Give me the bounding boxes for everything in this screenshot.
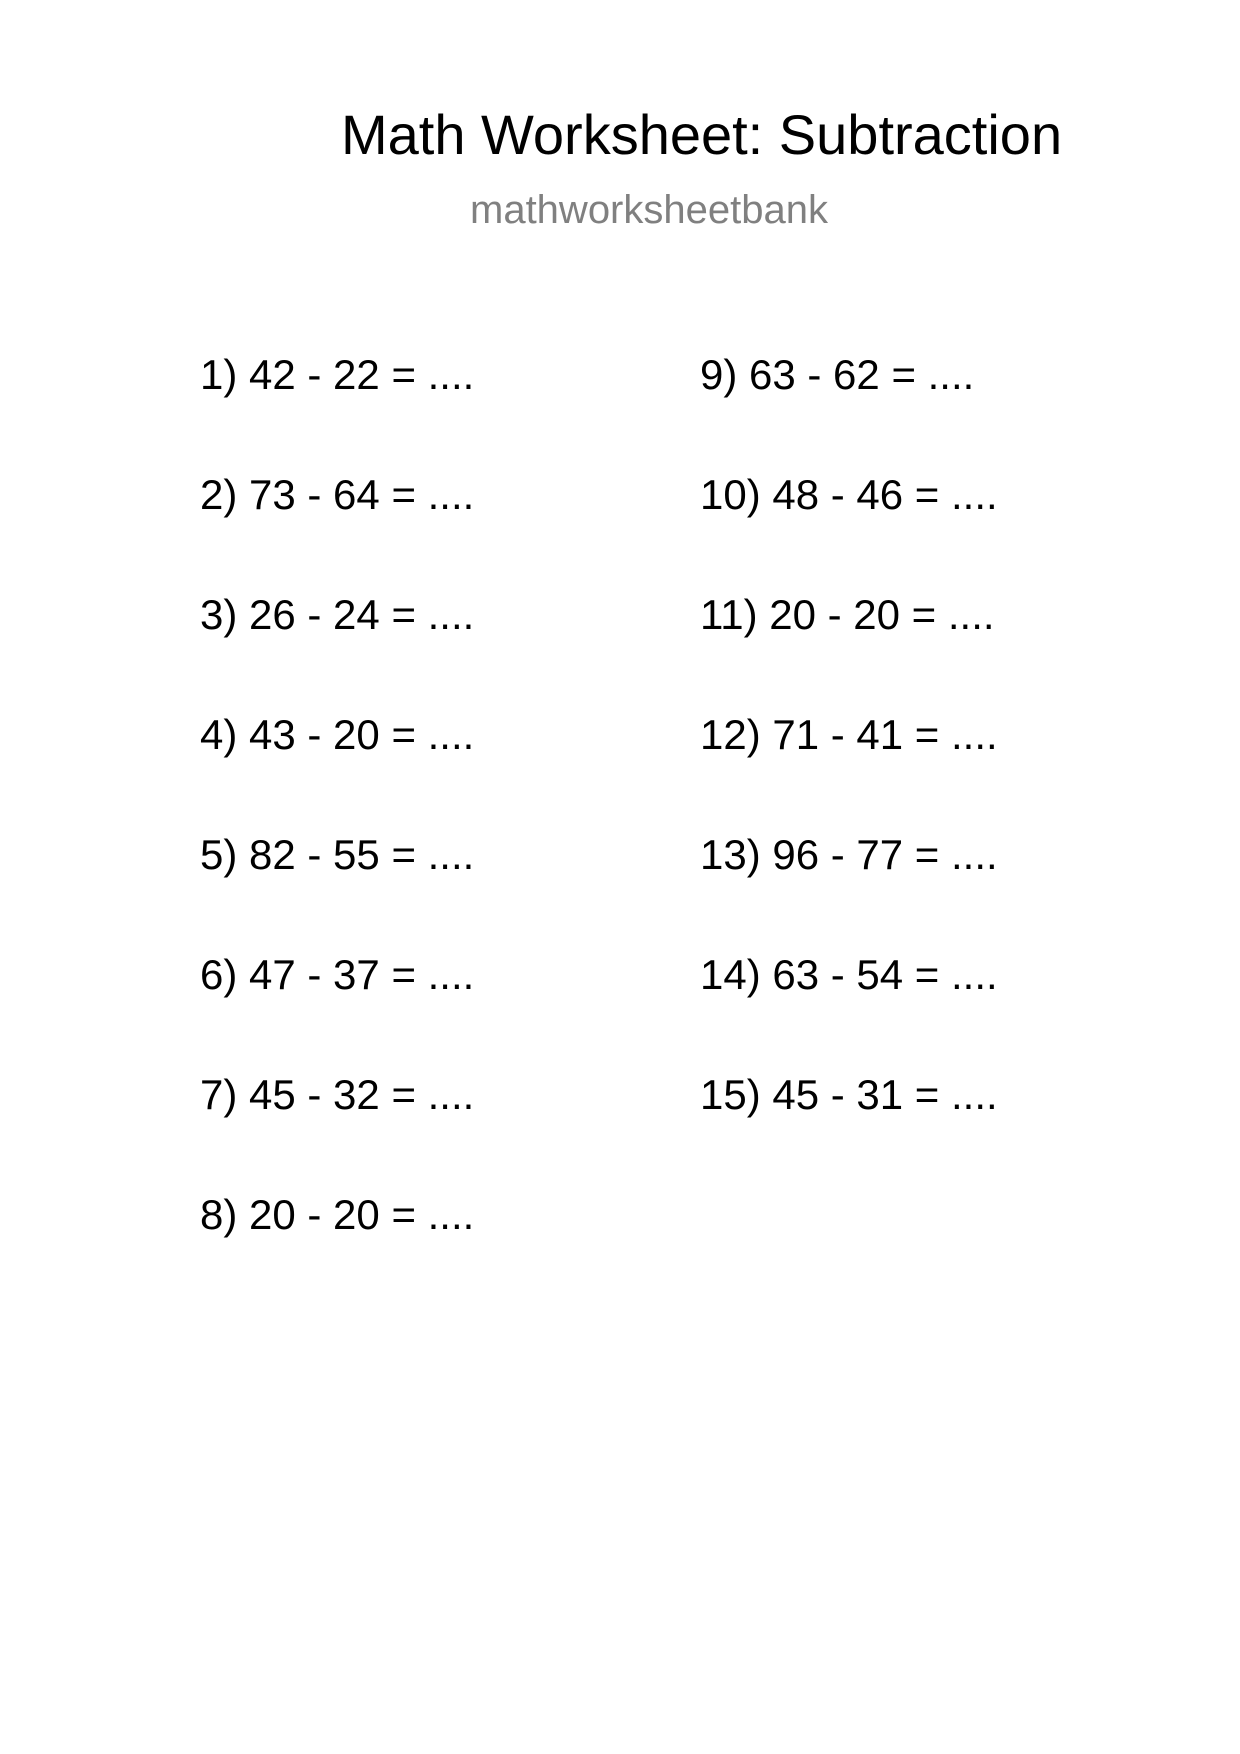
problem-item: 9) 63 - 62 = ....	[700, 351, 975, 398]
problem-item: 1) 42 - 22 = ....	[200, 351, 475, 398]
problem-item: 8) 20 - 20 = ....	[200, 1191, 475, 1238]
problem-item: 15) 45 - 31 = ....	[700, 1071, 998, 1118]
problem-item: 5) 82 - 55 = ....	[200, 831, 475, 878]
problem-column-left	[200, 351, 474, 1311]
problem-item: 14) 63 - 54 = ....	[700, 951, 998, 998]
problem-item: 11) 20 - 20 = ....	[700, 591, 995, 638]
problem-item: 3) 26 - 24 = ....	[200, 591, 475, 638]
problem-item: 7) 45 - 32 = ....	[200, 1071, 475, 1118]
problem-item: 12) 71 - 41 = ....	[700, 711, 998, 758]
page-title: Math Worksheet: Subtraction	[341, 103, 1063, 166]
page-subtitle: mathworksheetbank	[470, 188, 828, 232]
problem-item: 2) 73 - 64 = ....	[200, 471, 475, 518]
problem-item: 10) 48 - 46 = ....	[700, 471, 998, 518]
problem-column-right	[700, 351, 998, 1191]
problem-item: 4) 43 - 20 = ....	[200, 711, 475, 758]
problem-item: 13) 96 - 77 = ....	[700, 831, 998, 878]
problem-item: 6) 47 - 37 = ....	[200, 951, 475, 998]
